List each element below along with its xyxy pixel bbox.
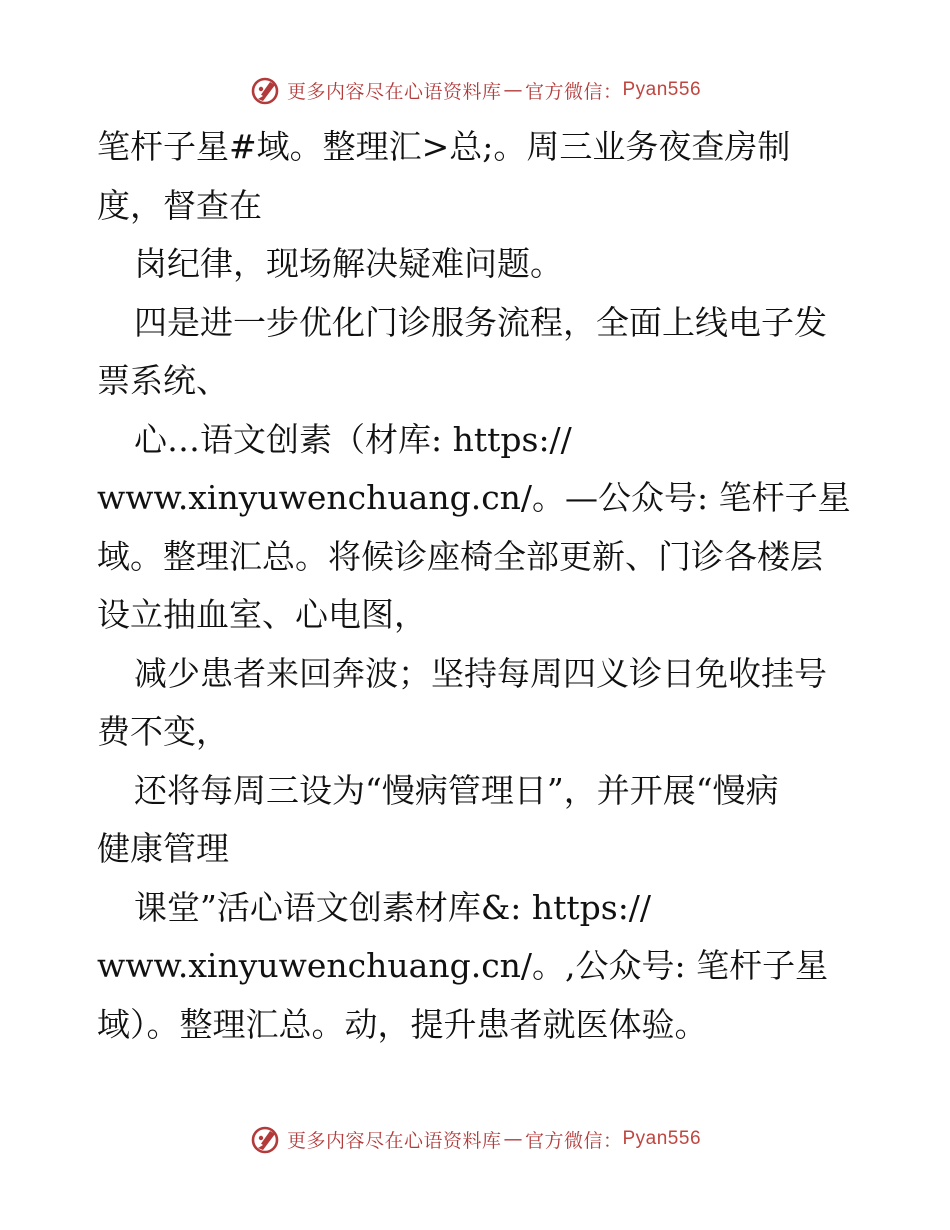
body-line-8: 域。整理汇总。将候诊座椅全部更新、门诊各楼层 — [97, 536, 823, 576]
body-line-9: 设立抽血室、心电图， — [97, 595, 427, 634]
footer-wechat-id: Pyan556 — [622, 1128, 702, 1149]
body-line-15: www.xinyuwenchuang.cn/。,公众号: 笔杆子星 — [97, 946, 829, 985]
banner-wechat-label: 官方微信： — [524, 80, 623, 103]
pen-nib-logo-icon — [249, 1123, 281, 1155]
body-line-3: 岗纪律，现场解决疑难问题。 — [134, 244, 563, 283]
footer-slogan: 更多内容尽在心语资料库 — [286, 1129, 502, 1152]
header-banner — [0, 70, 950, 110]
footer-wechat-label: 官方微信： — [524, 1129, 623, 1152]
body-line-14: 课堂”活心语文创素材库&: https:// — [134, 887, 652, 927]
body-line-12: 还将每周三设为“慢病管理日”，并开展“慢病 — [134, 770, 779, 810]
document-body — [97, 118, 857, 1054]
body-line-11: 费不变， — [97, 712, 229, 751]
footer-banner — [0, 1119, 950, 1159]
body-line-4: 四是进一步优化门诊服务流程，全面上线电子发 — [134, 302, 827, 342]
footer-dash: — — [503, 1128, 523, 1150]
body-line-13: 健康管理 — [97, 829, 229, 868]
body-line-6: 心…语文创素（材库: https:// — [134, 419, 572, 459]
body-line-7: www.xinyuwenchuang.cn/。—公众号: 笔杆子星 — [97, 478, 851, 517]
body-line-5: 票系统、 — [97, 361, 229, 400]
banner-wechat-id: Pyan556 — [622, 79, 702, 100]
banner-dash: — — [503, 79, 523, 101]
body-line-2: 度，督查在 — [97, 185, 262, 225]
pen-nib-logo-icon — [249, 74, 281, 106]
body-line-10: 减少患者来回奔波；坚持每周四义诊日免收挂号 — [134, 653, 827, 693]
banner-slogan: 更多内容尽在心语资料库 — [286, 80, 502, 103]
body-line-16: 域）。整理汇总。动，提升患者就医体验。 — [97, 1004, 708, 1044]
body-line-1: 笔杆子星#域。整理汇>总;。周三业务夜查房制 — [97, 127, 791, 166]
